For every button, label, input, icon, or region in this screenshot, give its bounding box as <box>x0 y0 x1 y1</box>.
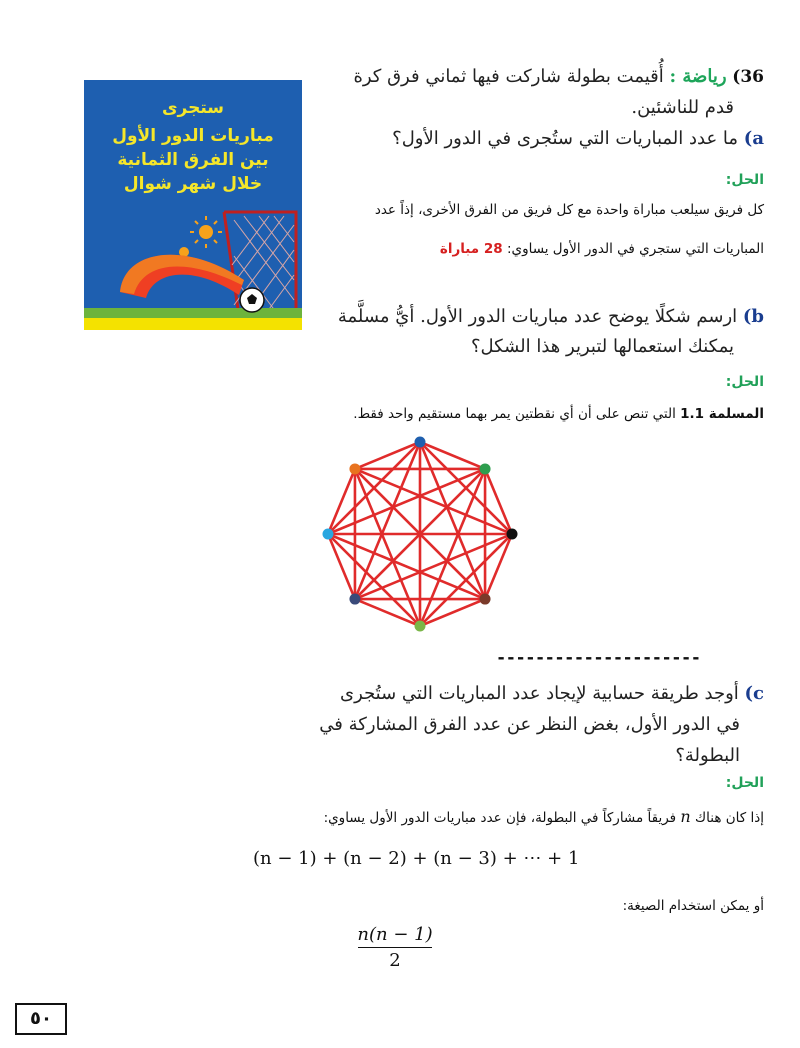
graph-vertex <box>323 529 334 540</box>
variable-n: n <box>680 807 691 826</box>
problem-statement-line1 <box>324 66 764 87</box>
sum-formula: (n − 1) + (n − 2) + (n − 3) + ⋯ + 1 <box>253 848 580 869</box>
fraction-bar <box>358 947 432 948</box>
part-b-question-text-1: ارسم شكلًا يوضح عدد مباريات الدور الأول. أيُّ مسلَّمة <box>337 306 738 327</box>
goal-and-ball-art <box>84 80 302 330</box>
part-b-solution <box>244 406 764 422</box>
part-c-question-line2: في الدور الأول، بغض النظر عن عدد الفرق المشاركة في <box>319 714 740 735</box>
part-c-solution-text-a: إذا كان هناك <box>695 810 764 826</box>
problem-statement-line2: قدم للناشئين. <box>631 97 734 118</box>
part-a-solution-line1: كل فريق سيلعب مباراة واحدة مع كل فريق من الفرق الأخرى، إذاً عدد <box>374 202 764 218</box>
part-a-question-text: ما عدد المباريات التي ستُجرى في الدور الأول؟ <box>392 128 739 149</box>
part-c-question-text-1: أوجد طريقة حسابية لإيجاد عدد المباريات التي ستُجرى <box>340 683 739 704</box>
graph-vertex <box>349 463 360 474</box>
complete-graph-figure <box>320 434 520 646</box>
problem-number: 36) <box>732 67 764 87</box>
sun-icon <box>190 216 222 248</box>
part-c-letter: c) <box>744 683 764 704</box>
part-b-letter: b) <box>742 306 764 327</box>
graph-vertex <box>480 594 491 605</box>
part-c-solution-label: الحل: <box>725 775 764 791</box>
fraction-denominator: 2 <box>389 950 401 971</box>
part-a-answer: 28 مباراة <box>439 241 503 257</box>
problem-subject: رياضة : <box>669 66 727 87</box>
part-c-solution-line1 <box>204 807 764 826</box>
poster-line-1: ستجرى <box>161 98 225 118</box>
alternate-formula-label: أو يمكن استخدام الصيغة: <box>622 898 764 914</box>
dashed-divider: --------------------- <box>496 648 701 668</box>
part-b-solution-label: الحل: <box>725 374 764 390</box>
graph-vertex <box>480 463 491 474</box>
graph-vertex <box>507 529 518 540</box>
part-a-solution-line2-text: المباريات التي ستجري في الدور الأول يساوي: <box>506 241 764 257</box>
graph-vertex <box>415 437 426 448</box>
part-b-question-line2: يمكنك استعمالها لتبرير هذا الشكل؟ <box>470 336 734 357</box>
poster-line-2: مباريات الدور الأول <box>112 126 274 146</box>
graph-vertex <box>415 621 426 632</box>
part-c-question-line1 <box>304 683 764 704</box>
part-b-question-line1 <box>304 306 764 327</box>
postulate-text: التي تنص على أن أي نقطتين يمر بهما مستقيم واحد فقط. <box>353 406 676 422</box>
part-a-solution-line2 <box>324 241 764 257</box>
poster-line-3: بين الفرق الثمانية <box>117 150 269 170</box>
part-c-solution-text-b: فريقاً مشاركاً في البطولة، فإن عدد مباريات الدور الأول يساوي: <box>323 810 677 826</box>
tournament-illustration <box>84 80 302 330</box>
postulate-label: المسلمة 1.1 <box>680 406 764 422</box>
problem-text-1: أُقيمت بطولة شاركت فيها ثماني فرق كرة <box>353 66 664 87</box>
graph-vertex <box>349 594 360 605</box>
part-a-solution-label: الحل: <box>725 172 764 188</box>
poster-yellow-band <box>84 318 302 330</box>
part-a-question <box>304 128 764 149</box>
part-c-question-line3: البطولة؟ <box>675 745 740 766</box>
part-a-letter: a) <box>743 128 764 149</box>
fraction-formula <box>356 924 434 971</box>
soccer-ball-icon <box>240 288 264 312</box>
fraction-numerator: n(n − 1) <box>357 924 433 945</box>
poster-line-4: خلال شهر شوال <box>123 174 263 194</box>
page-number: ٥٠ <box>15 1003 67 1035</box>
